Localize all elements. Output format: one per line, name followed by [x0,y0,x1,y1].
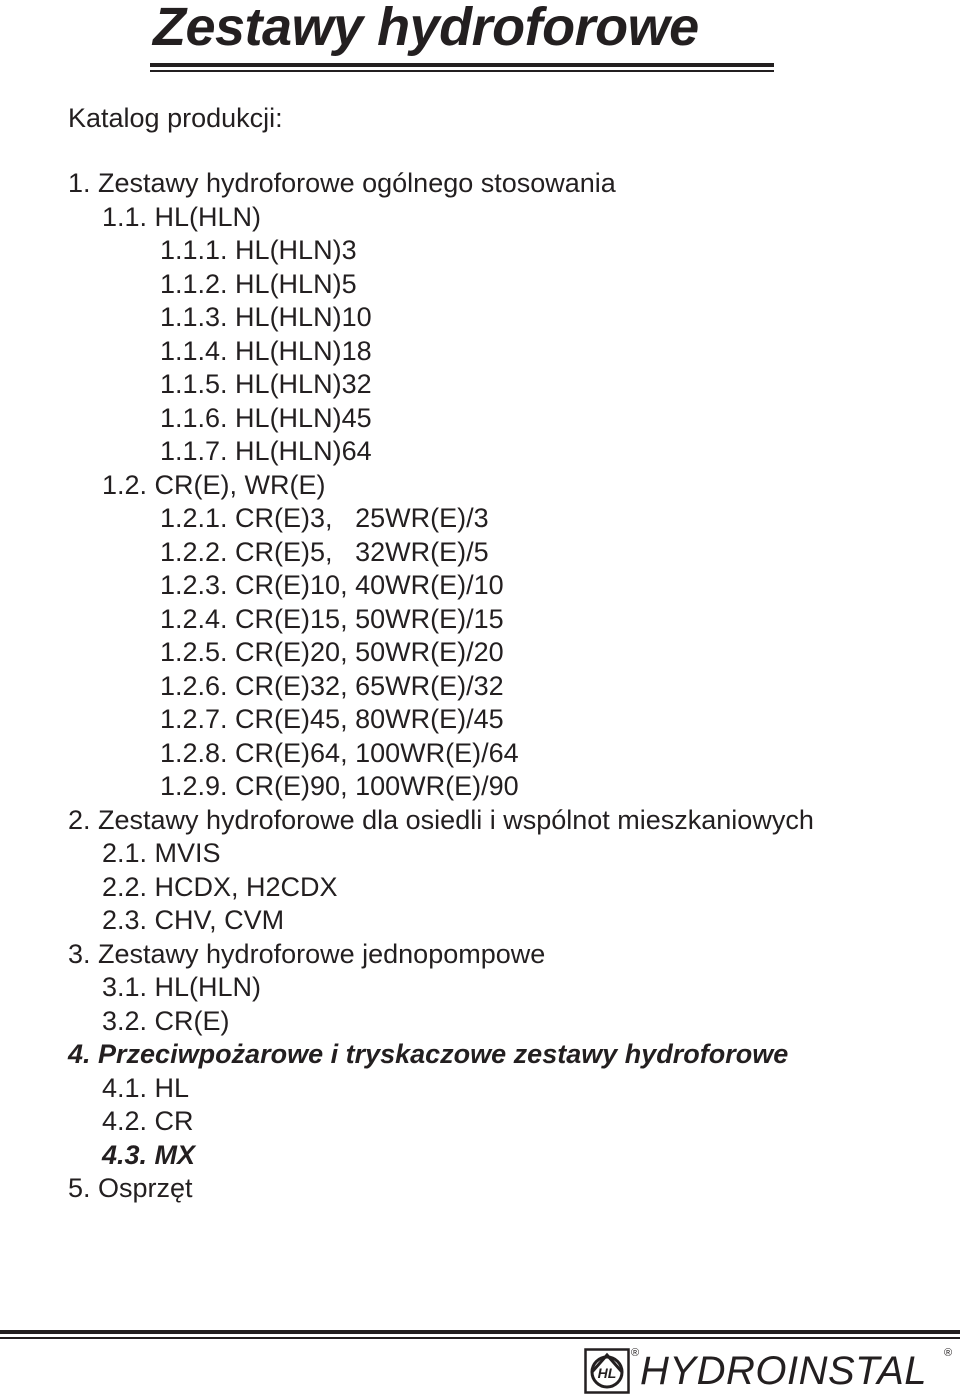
toc-item-level-2: 4.2. CR [102,1106,194,1136]
toc-item-level-3: 1.1.3. HL(HLN)10 [160,302,372,332]
footer-divider-thin [0,1337,960,1339]
toc-item-level-3: 1.2.7. CR(E)45, 80WR(E)/45 [160,704,504,734]
toc-item-level-1: 5. Osprzęt [68,1173,193,1203]
logo-mark-text: HL [597,1365,617,1381]
catalog-list [0,167,814,1206]
toc-item-level-3: 1.1.2. HL(HLN)5 [160,268,357,299]
toc-item-level-3: 1.2.6. CR(E)32, 65WR(E)/32 [160,670,504,701]
toc-item-level-2: 1.1. HL(HLN) [102,201,262,232]
toc-item-level-2: 4.3. MX [102,1139,196,1170]
toc-item-level-2: 2.2. HCDX, H2CDX [102,871,338,902]
hl-logo-icon [584,1348,630,1394]
toc-item-level-1: 1. Zestawy hydroforowe ogólnego stosowania [68,168,616,198]
brand-name: HYDROINSTAL [640,1349,928,1393]
toc-item-level-3: 1.2.3. CR(E)10, 40WR(E)/10 [160,570,504,600]
title-divider [150,63,774,67]
toc-item-level-2: 2.3. CHV, CVM [102,905,285,935]
toc-item-level-2: 2.1. MVIS [102,838,221,868]
toc-item-level-2: 3.2. CR(E) [102,1005,230,1036]
toc-item-level-2: 4.1. HL [102,1072,190,1103]
toc-item-level-1: 2. Zestawy hydroforowe dla osiedli i wspólnot mieszkaniowych [68,804,814,835]
toc-item-level-3: 1.2.9. CR(E)90, 100WR(E)/90 [160,771,519,801]
registered-mark-brand: ® [944,1347,953,1359]
catalog-label: Katalog produkcji: [68,103,283,133]
registered-mark: ® [631,1347,640,1359]
toc-item-level-3: 1.1.4. HL(HLN)18 [160,335,372,366]
toc-item-level-3: 1.2.8. CR(E)64, 100WR(E)/64 [160,737,519,768]
toc-item-level-3: 1.1.7. HL(HLN)64 [160,436,372,466]
toc-item-level-3: 1.2.1. CR(E)3, 25WR(E)/3 [160,503,489,533]
toc-item-level-2: 1.2. CR(E), WR(E) [102,469,326,500]
toc-item-level-3: 1.1.6. HL(HLN)45 [160,402,372,433]
toc-item-level-3: 1.2.5. CR(E)20, 50WR(E)/20 [160,637,504,667]
toc-item-level-2: 3.1. HL(HLN) [102,972,262,1002]
toc-item-level-3: 1.1.5. HL(HLN)32 [160,369,372,399]
toc-item-level-3: 1.1.1. HL(HLN)3 [160,235,357,265]
footer-divider [0,1330,960,1334]
toc-item-level-3: 1.2.2. CR(E)5, 32WR(E)/5 [160,536,489,567]
title-divider-thin [150,70,774,72]
toc-item-level-1: 3. Zestawy hydroforowe jednopompowe [68,938,546,969]
toc-item-level-1: 4. Przeciwpożarowe i tryskaczowe zestawy hydroforowe [68,1039,789,1069]
toc-item-level-3: 1.2.4. CR(E)15, 50WR(E)/15 [160,603,504,634]
page-title: Zestawy hydroforowe [153,0,699,57]
